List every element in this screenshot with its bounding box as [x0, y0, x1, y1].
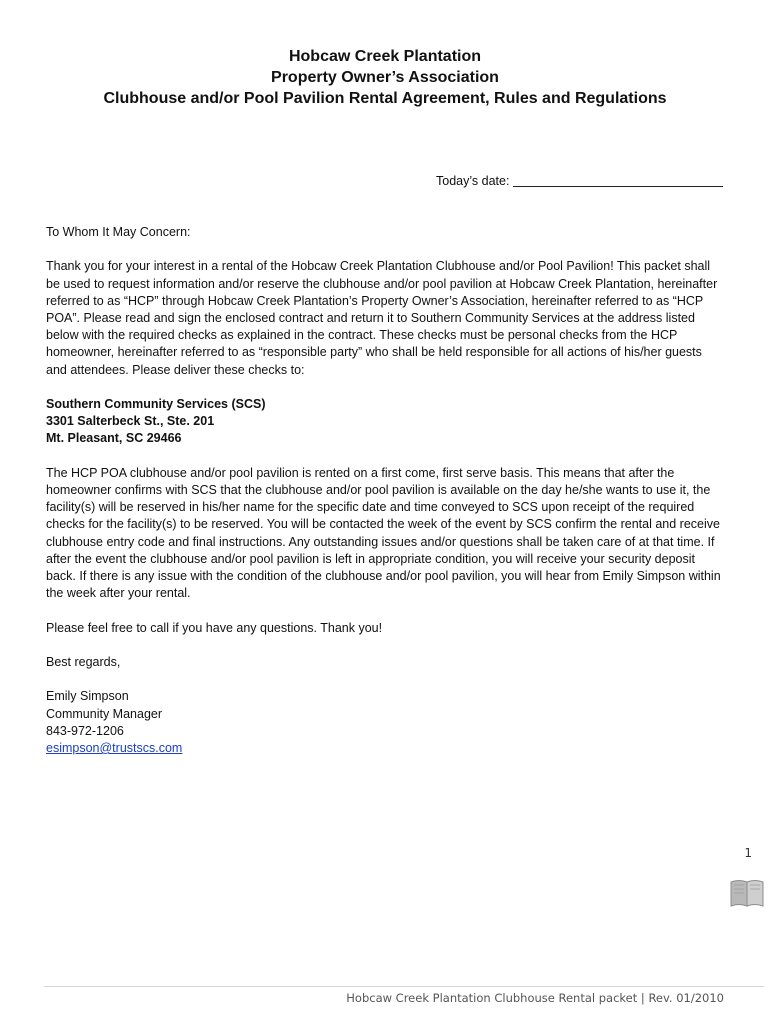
thank-you-paragraph: Please feel free to call if you have any questions. Thank you! — [46, 620, 383, 635]
address-line-company: Southern Community Services (SCS) — [46, 397, 266, 411]
title-line-agreement: Clubhouse and/or Pool Pavilion Rental Agreement, Rules and Regulations — [103, 90, 667, 107]
todays-date-blank-line — [513, 173, 723, 187]
page-number: 1 — [744, 846, 752, 860]
title-line-poa: Property Owner’s Association — [271, 69, 499, 86]
page-turn-icon — [730, 878, 764, 908]
todays-date-label: Today’s date: — [436, 174, 510, 188]
address-line-city: Mt. Pleasant, SC 29466 — [46, 431, 182, 446]
scs-address — [46, 396, 726, 448]
salutation: To Whom It May Concern: — [46, 225, 191, 239]
intro-paragraph: Thank you for your interest in a rental of the Hobcaw Creek Plantation Clubhouse and/or Pool Pavilion! This packet shall be used to request information and/or reserve the clubhouse and/or pool pavilion at Hobcaw Creek Plantation, hereinafter referred to as “HCP” through Hobcaw Creek Plantation’s Property Owner’s Association, hereinafter referred to as “HCP POA”. Please read and sign the enclosed contract and return it to Southern Community Services at the address listed below with the required checks as explained in the contract. These checks must be personal checks from the HCP homeowner, hereinafter referred to as “responsible party” who shall be held responsible for all actions of his/her guests and attendees. Please deliver these checks to: — [46, 259, 718, 377]
address-line-street: 3301 Salterbeck St., Ste. 201 — [46, 414, 215, 429]
title-line-association-name: Hobcaw Creek Plantation — [288, 48, 482, 65]
document-title — [0, 46, 770, 109]
signature-email-link[interactable]: esimpson@trustscs.com — [46, 741, 183, 755]
signature-phone: 843-972-1206 — [46, 723, 124, 738]
letter-body — [46, 224, 726, 774]
todays-date-field — [436, 173, 723, 190]
closing: Best regards, — [46, 655, 121, 669]
footer-text: Hobcaw Creek Plantation Clubhouse Rental packet | Rev. 01/2010 — [346, 991, 724, 1005]
rental-policy-paragraph: The HCP POA clubhouse and/or pool pavilion is rented on a first come, first serve basis. This means that after the homeowner confirms with SCS that the clubhouse and/or pool pavilion is available on the day he/she wants to use it, the facility(s) will be reserved in his/her name for the specific date and time conveyed to SCS upon receipt of the required checks for the facility(s) to be reserved. You will be contacted the week of the event by SCS confirm the rental and receive clubhouse entry code and final instructions. Any outstanding issues and/or questions shall be taken care of at that time. If after the event the clubhouse and/or pool pavilion is left in appropriate condition, you will receive your security deposit back. If there is any issue with the condition of the clubhouse and/or pool pavilion, you will hear from Emily Simpson within the week after your rental. — [46, 465, 721, 601]
footer-divider — [44, 986, 764, 987]
signature-block — [46, 688, 726, 757]
signature-name: Emily Simpson — [46, 689, 129, 704]
signature-title: Community Manager — [46, 706, 163, 721]
